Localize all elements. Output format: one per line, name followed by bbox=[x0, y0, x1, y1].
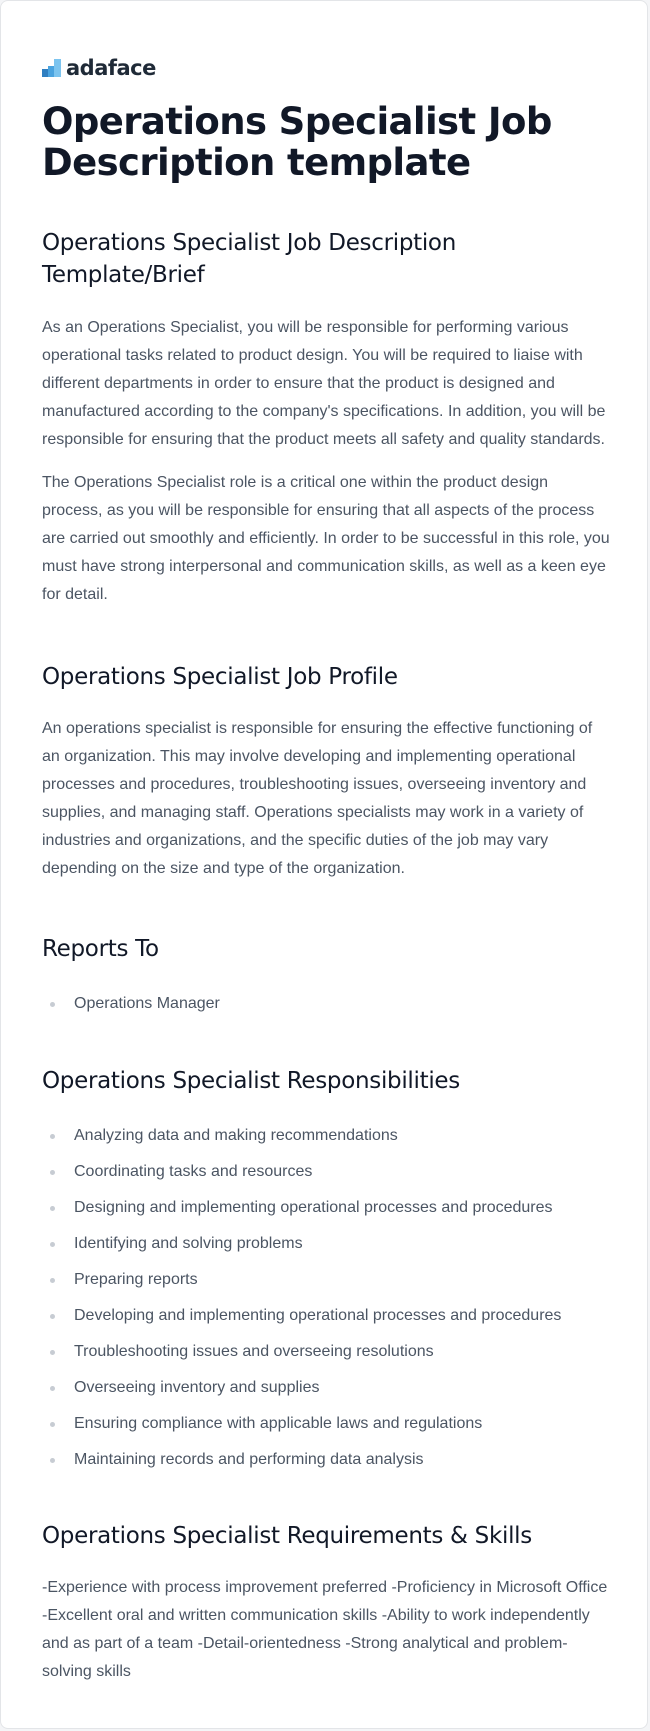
list-item: Developing and implementing operational processes and procedures bbox=[42, 1302, 612, 1330]
list-item: Coordinating tasks and resources bbox=[42, 1158, 612, 1186]
brief-paragraph-1: As an Operations Specialist, you will be responsible for performing various operational tasks related to product design. You will be required to liaise with different departments in order to ensure that the product is designed and manufactured according to the company's specifications. In addition, you will be responsible for ensuring that the product meets all safety and quality standards. bbox=[42, 319, 606, 448]
list-item: Identifying and solving problems bbox=[42, 1230, 612, 1258]
list-item: Preparing reports bbox=[42, 1266, 612, 1294]
list-item: Overseeing inventory and supplies bbox=[42, 1374, 612, 1402]
section-title-reports-to: Reports To bbox=[42, 936, 159, 962]
section-title-brief: Operations Specialist Job Description Template/Brief bbox=[42, 230, 456, 288]
list-item: Maintaining records and performing data analysis bbox=[42, 1446, 612, 1474]
brand-name: adaface bbox=[66, 56, 156, 80]
adaface-logo-icon bbox=[42, 59, 62, 77]
document-content bbox=[42, 54, 612, 1686]
profile-paragraph: An operations specialist is responsible for ensuring the effective functioning of an organization. This may involve developing and implementing operational processes and procedures, troubleshooting issues, overseeing inventory and supplies, and managing staff. Operations specialists may work in a variety of industries and organizations, and the specific duties of the job may vary depending on the size and type of the organization. bbox=[42, 720, 593, 877]
page-title: Operations Specialist Job Description template bbox=[42, 100, 552, 184]
brand-logo[interactable] bbox=[42, 54, 612, 82]
brief-paragraph-2: The Operations Specialist role is a critical one within the product design process, as you will be responsible for ensuring that all aspects of the process are carried out smoothly and efficiently. In order to be successful in this role, you must have strong interpersonal and communication skills, as well as a keen eye for detail. bbox=[42, 474, 610, 603]
section-title-profile: Operations Specialist Job Profile bbox=[42, 664, 398, 690]
list-item: Troubleshooting issues and overseeing resolutions bbox=[42, 1338, 612, 1366]
list-item: Ensuring compliance with applicable laws and regulations bbox=[42, 1410, 612, 1438]
requirements-paragraph: -Experience with process improvement preferred -Proficiency in Microsoft Office -Excellent oral and written communication skills -Ability to work independently and as part of a team -Detail-orientedness -Strong analytical and problem-solving skills bbox=[42, 1579, 608, 1680]
responsibilities-list bbox=[42, 1122, 612, 1474]
list-item: Designing and implementing operational processes and procedures bbox=[42, 1194, 612, 1222]
reports-to-list bbox=[42, 990, 612, 1018]
list-item: Operations Manager bbox=[42, 990, 612, 1018]
list-item: Analyzing data and making recommendations bbox=[42, 1122, 612, 1150]
section-title-responsibilities: Operations Specialist Responsibilities bbox=[42, 1068, 460, 1094]
section-title-requirements: Operations Specialist Requirements & Skills bbox=[42, 1523, 532, 1549]
